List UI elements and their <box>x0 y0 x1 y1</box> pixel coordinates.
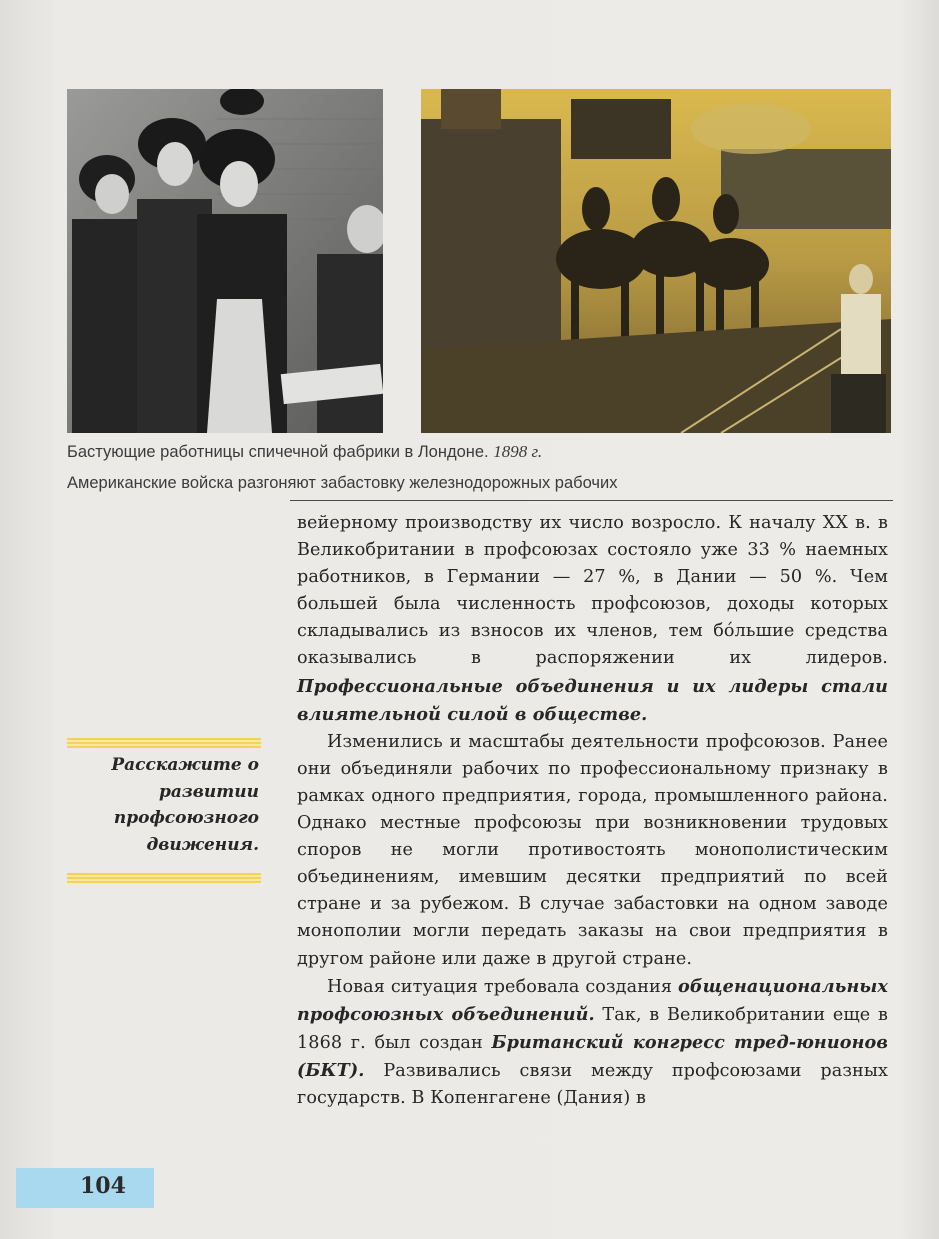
paragraph-3-emphasis-b: Британский конгресс тред-юнионов (БКТ). <box>297 1031 888 1081</box>
paragraph-3-text-c: Развивались связи между профсоюзами разных государств. В Копенгагене (Дания) в <box>297 1060 888 1108</box>
paragraph-1 <box>297 510 888 729</box>
paragraph-2: Изменились и масштабы деятельности профсоюзов. Ранее они объединяли рабочих по профессиональному признаку в рамках одного предприятия, города, промышленного района. Однако местные профсоюзы при возникновении трудовых споров не могли противостоять монополистическим объединениям, имевшим десятки предприятий по всей стране и за рубежом. В случае забастовки на одном заводе монополии могли передать заказы на свои предприятия в другом районе или даже в другой стране. <box>297 731 888 969</box>
painting-cavalry-strike-icon <box>421 89 891 433</box>
painting-cavalry-strike <box>421 89 891 433</box>
photo-striking-women <box>67 89 383 433</box>
paragraph-1-text: вейерному производству их число возросло. К началу XX в. в Великобритании в профсоюзах состояло уже 33 % наемных работников, в Германии — 27 %, в Дании — 50 %. Чем большей была численность профсоюзов, доходы которых складывались из взносов их членов, тем бóльшие средства оказывались в распоряжении их лидеров. <box>297 513 888 669</box>
margin-question: Расскажите о развитии профсоюзного движения. <box>111 755 259 855</box>
caption-right-photo <box>67 474 897 493</box>
paragraph-3-text-a: Новая ситуация требовала создания <box>327 976 673 997</box>
caption-left-photo-year: 1898 г. <box>493 442 543 461</box>
paragraph-1-emphasis: Профессиональные объединения и их лидеры стали влиятельной силой в обществе. <box>297 675 888 725</box>
paragraph-3-text-b: Так, в Великобритании еще в 1868 г. был создан <box>297 1004 888 1053</box>
caption-left-photo <box>67 442 897 462</box>
caption-left-photo-text: Бастующие работницы спичечной фабрики в Лондоне. <box>67 443 489 461</box>
paragraph-3-emphasis-a: общенациональных профсоюзных объединений. <box>297 975 888 1025</box>
margin-stripe-bottom <box>67 873 261 883</box>
photo-striking-women-icon <box>67 89 383 433</box>
paragraph-3 <box>297 973 888 1112</box>
caption-right-photo-text: Американские войска разгоняют забастовку железнодорожных рабочих <box>67 474 618 492</box>
margin-stripe-top <box>67 738 261 748</box>
main-text <box>297 510 888 1112</box>
caption-divider <box>290 500 893 501</box>
page-number: 104 <box>80 1173 126 1199</box>
